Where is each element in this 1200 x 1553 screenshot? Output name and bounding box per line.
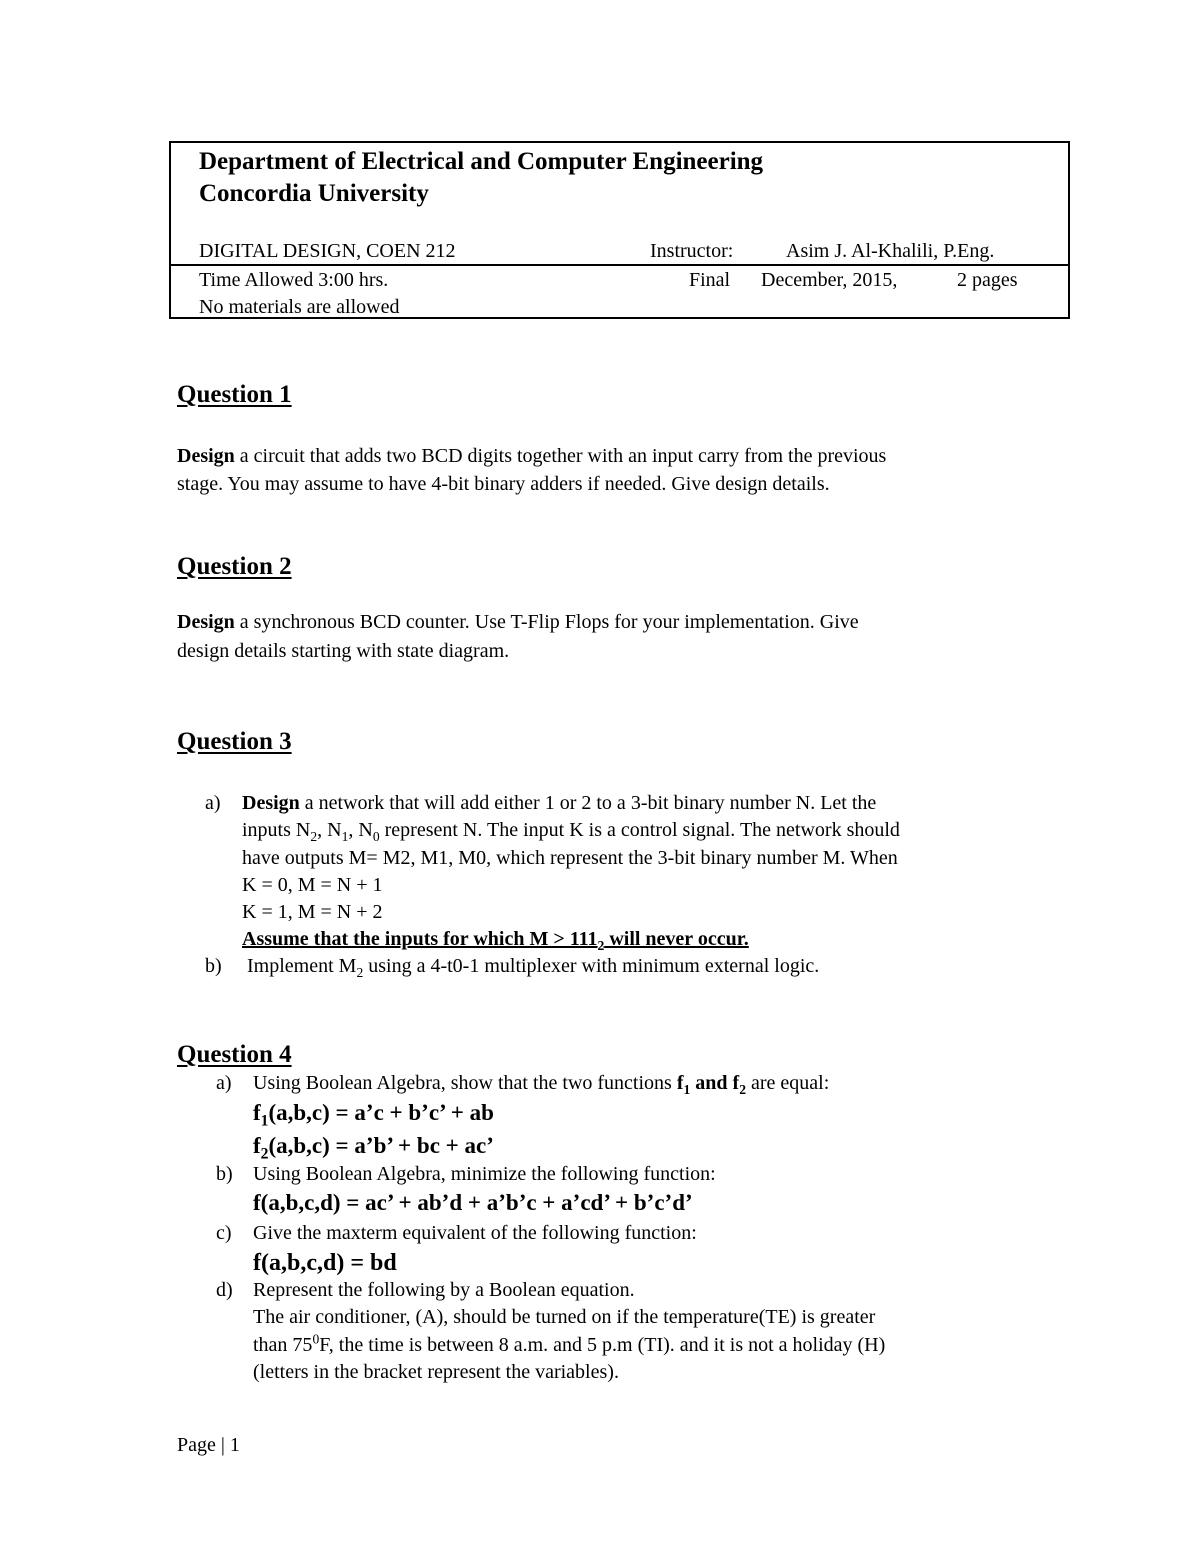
question-2-line-2: design details starting with state diagram.	[177, 640, 510, 662]
q4-part-d-marker: d)	[216, 1279, 233, 1301]
time-allowed: Time Allowed 3:00 hrs.	[199, 269, 389, 291]
q4-formula-maxterm: f(a,b,c,d) = bd	[253, 1250, 397, 1276]
question-4-title: Question 4	[177, 1041, 292, 1068]
q4-part-b-text: Using Boolean Algebra, minimize the following function:	[253, 1163, 716, 1185]
q4-formula-f2: $f_2(a,b,c)$ = a’b’ + bc + ac’	[253, 1133, 494, 1163]
q3-part-b-text: Implement $M_2$ using a 4-t0-1 multiplexer with minimum external logic.	[247, 955, 820, 980]
exam-type: Final	[689, 269, 731, 291]
q4-part-d-line-2: The air conditioner, (A), should be turned on if the temperature(TE) is greater	[253, 1306, 876, 1328]
exam-header-box	[169, 141, 1070, 319]
q3-part-a-line-1: Design a network that will add either 1 or 2 to a 3-bit binary number N. Let the	[242, 792, 877, 814]
question-3-title: Question 3	[177, 728, 292, 755]
question-2-title: Question 2	[177, 553, 292, 580]
q3-part-a-line-4: K = 0, M = N + 1	[242, 874, 383, 896]
question-2-line-1: Design a synchronous BCD counter. Use T-Flip Flops for your implementation. Give	[177, 611, 859, 633]
q3-part-b-marker: b)	[205, 955, 222, 977]
q2-design-keyword: Design	[177, 611, 235, 633]
instructor-label: Instructor:	[650, 240, 734, 262]
exam-date: December, 2015,	[761, 269, 898, 291]
header-divider	[171, 264, 1068, 266]
instructor-name: Asim J. Al-Khalili, P.Eng.	[786, 240, 995, 262]
q3-part-a-marker: a)	[205, 792, 221, 814]
q3-part-a-line-2: inputs $N_2$, $N_1$, $N_0$ represent N. The input K is a control signal. The network should	[242, 819, 900, 844]
q4-part-c-marker: c)	[216, 1222, 232, 1244]
q4-formula-f1: $f_1(a,b,c)$ = a’c + b’c’ + ab	[253, 1100, 494, 1130]
question-1-line-1: Design a circuit that adds two BCD digits together with an input carry from the previous	[177, 445, 887, 467]
q4-part-d-line-3: than $75^0F$, the time is between 8 a.m. and 5 p.m (TI). and it is not a holiday (H)	[253, 1331, 886, 1356]
question-1-title: Question 1	[177, 381, 292, 408]
course-name: DIGITAL DESIGN, COEN 212	[199, 240, 456, 262]
q4-part-b-marker: b)	[216, 1163, 233, 1185]
q3-part-a-line-5: K = 1, M = N + 2	[242, 901, 383, 923]
department-name: Department of Electrical and Computer Engineering	[199, 148, 764, 175]
q4-formula-minimize: f(a,b,c,d) = ac’ + ab’d + a’b’c + a’cd’ + b’c’d’	[253, 1190, 693, 1215]
q4-part-c-text: Give the maxterm equivalent of the following function:	[253, 1222, 697, 1244]
q4-part-d-line-4: (letters in the bracket represent the variables).	[253, 1361, 619, 1383]
q4-part-a-text: Using Boolean Algebra, show that the two functions $f_1$ and $f_2$ are equal:	[253, 1072, 830, 1097]
page-count: 2 pages	[957, 269, 1018, 291]
q3-assumption: Assume that the inputs for which $M > 111_2$ will never occur.	[242, 928, 749, 953]
q4-part-d-line-1: Represent the following by a Boolean equation.	[253, 1279, 635, 1301]
question-1-line-2: stage. You may assume to have 4-bit binary adders if needed. Give design details.	[177, 473, 830, 495]
q4-part-a-marker: a)	[216, 1072, 232, 1094]
university-name: Concordia University	[199, 180, 429, 207]
q3-part-a-line-3: have outputs M= M2, M1, M0, which represent the 3-bit binary number M. When	[242, 847, 898, 869]
materials-note: No materials are allowed	[199, 296, 400, 318]
q1-design-keyword: Design	[177, 445, 235, 467]
page-number: Page | 1	[177, 1434, 240, 1456]
